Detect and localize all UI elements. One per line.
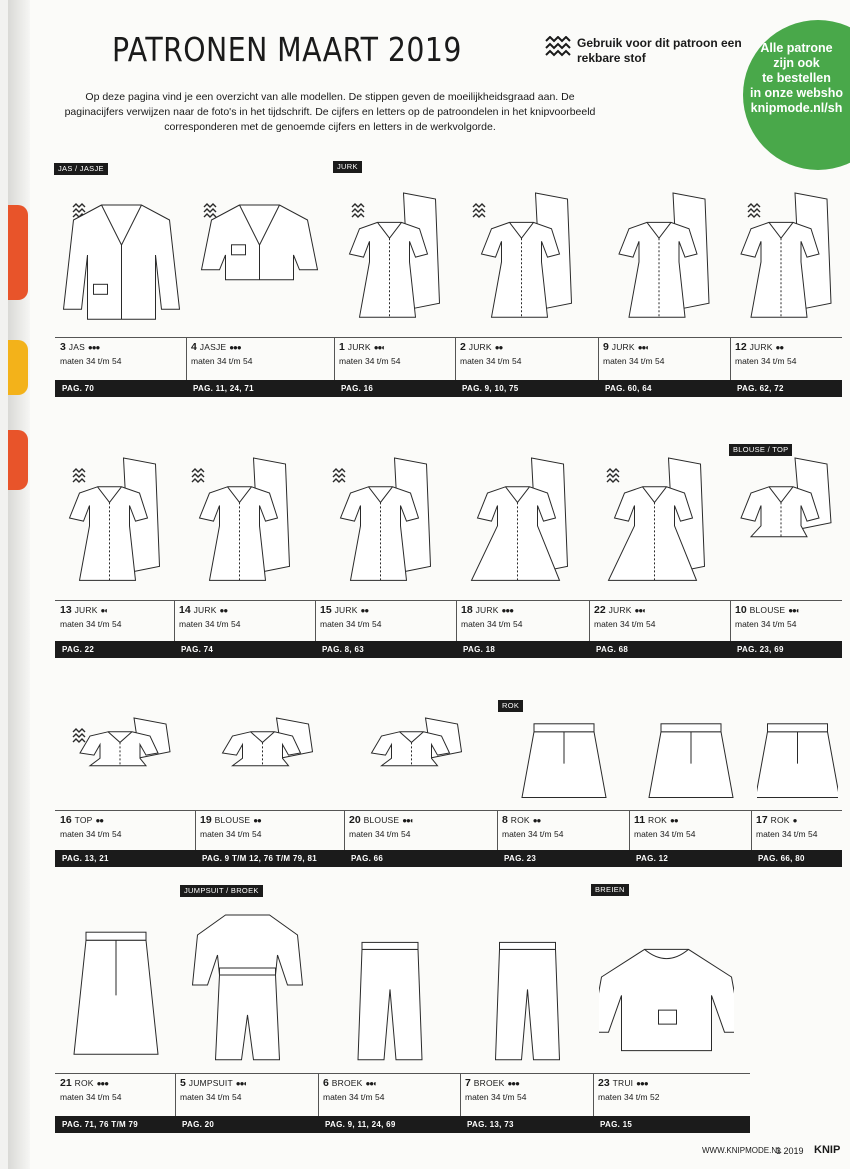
- page-reference: PAG. 20: [182, 1120, 215, 1129]
- pattern-sizes: maten 34 t/m 54: [502, 829, 564, 839]
- pattern-card: [455, 175, 598, 397]
- pattern-sizes: maten 34 t/m 54: [323, 1092, 385, 1102]
- pattern-number: 22: [594, 604, 606, 616]
- page-reference: PAG. 66, 80: [758, 854, 805, 863]
- pattern-card: [318, 885, 460, 1133]
- stretch-fabric-icon: [333, 469, 345, 482]
- pattern-label: [60, 341, 99, 353]
- column-divider: [315, 600, 316, 641]
- pattern-label: [598, 1077, 648, 1089]
- column-divider: [174, 600, 175, 641]
- difficulty-dots: ●●◐: [637, 343, 650, 352]
- pattern-card: [629, 700, 751, 867]
- pattern-number: 3: [60, 341, 66, 353]
- pattern-name: JURK: [74, 605, 98, 615]
- column-divider: [460, 1073, 461, 1116]
- difficulty-dots: ●●: [532, 816, 541, 825]
- pattern-label: [200, 814, 261, 826]
- pattern-card: [55, 885, 175, 1133]
- pattern-number: 11: [634, 814, 646, 826]
- column-divider: [629, 810, 630, 850]
- page-reference: PAG. 74: [181, 645, 214, 654]
- page-reference: PAG. 15: [600, 1120, 633, 1129]
- pattern-name: BROEK: [473, 1078, 505, 1088]
- difficulty-dots: ●●◐: [634, 606, 647, 615]
- pattern-name: BLOUSE: [749, 605, 786, 615]
- difficulty-dots: ●●: [775, 343, 784, 352]
- pattern-number: 4: [191, 341, 197, 353]
- pattern-number: 6: [323, 1077, 329, 1089]
- page-reference: PAG. 9, 10, 75: [462, 384, 519, 393]
- pattern-label: [60, 814, 103, 826]
- dress-icon: [180, 440, 311, 601]
- pattern-label: [323, 1077, 377, 1089]
- dress-icon: [61, 440, 170, 601]
- section-tag-jurk: JURK: [333, 161, 362, 173]
- difficulty-dots: ●●: [95, 816, 104, 825]
- pattern-number: 9: [603, 341, 609, 353]
- column-divider: [456, 600, 457, 641]
- trousers-icon: [466, 885, 589, 1074]
- pattern-name: TRUI: [612, 1078, 634, 1088]
- pattern-name: JASJE: [199, 342, 227, 352]
- pattern-sizes: maten 34 t/m 54: [603, 356, 665, 366]
- skirt-icon: [61, 885, 171, 1074]
- pattern-number: 21: [60, 1077, 72, 1089]
- pattern-card: [174, 440, 315, 658]
- color-swatch-red: [8, 205, 28, 300]
- pattern-card: [593, 885, 842, 1133]
- pattern-card: [55, 700, 195, 867]
- pattern-label: [756, 814, 796, 826]
- column-divider: [598, 337, 599, 380]
- skirt-icon: [757, 700, 838, 811]
- pattern-name: BLOUSE: [214, 815, 251, 825]
- pattern-card: [456, 440, 589, 658]
- page-reference: PAG. 11, 24, 71: [193, 384, 254, 393]
- pattern-number: 20: [349, 814, 361, 826]
- pattern-card: [730, 175, 842, 397]
- page-reference: PAG. 12: [636, 854, 669, 863]
- pattern-label: [191, 341, 241, 353]
- pattern-sizes: maten 34 t/m 54: [60, 1092, 122, 1102]
- page-reference: PAG. 71, 76 T/M 79: [62, 1120, 138, 1129]
- stretch-fabric-icon: [192, 469, 204, 482]
- pattern-name: JURK: [468, 342, 492, 352]
- skirt-icon: [635, 700, 747, 811]
- pattern-label: [502, 814, 540, 826]
- pattern-name: JURK: [475, 605, 499, 615]
- column-divider: [497, 810, 498, 850]
- column-divider: [455, 337, 456, 380]
- difficulty-dots: ●●●: [501, 606, 514, 615]
- pattern-sizes: maten 34 t/m 54: [735, 356, 797, 366]
- stretch-fabric-icon: [73, 469, 85, 482]
- pattern-name: JUMPSUIT: [188, 1078, 233, 1088]
- pattern-number: 10: [735, 604, 747, 616]
- pattern-name: JURK: [347, 342, 371, 352]
- pattern-card: [751, 700, 842, 867]
- column-divider: [730, 337, 731, 380]
- difficulty-dots: ●●: [669, 816, 678, 825]
- pattern-card: [55, 175, 186, 397]
- pattern-number: 2: [460, 341, 466, 353]
- page-reference: PAG. 62, 72: [737, 384, 784, 393]
- pattern-sizes: maten 34 t/m 54: [179, 619, 241, 629]
- page-reference: PAG. 13, 73: [467, 1120, 514, 1129]
- pattern-label: [180, 1077, 247, 1089]
- bubble-line: Alle patrone: [760, 41, 833, 55]
- stretch-fabric-icon: [748, 204, 760, 217]
- pattern-card: [589, 440, 730, 658]
- stretch-legend-text: Gebruik voor dit patroon een rekbare stof: [577, 36, 742, 65]
- column-divider: [175, 1073, 176, 1116]
- column-divider: [318, 1073, 319, 1116]
- dress-icon: [461, 175, 594, 338]
- dress-icon: [340, 175, 451, 338]
- stretch-fabric-icon: [473, 204, 485, 217]
- pattern-sizes: maten 34 t/m 54: [180, 1092, 242, 1102]
- difficulty-dots: ●●●: [96, 1079, 109, 1088]
- column-divider: [751, 810, 752, 850]
- flared-dress-icon: [595, 440, 726, 601]
- pattern-card: [598, 175, 730, 397]
- bubble-line: knipmode.nl/sh: [750, 101, 843, 115]
- footer-issue: 3 2019: [776, 1146, 804, 1156]
- color-swatch-yellow: [8, 340, 28, 395]
- coat-icon: [61, 175, 182, 338]
- pattern-label: [460, 341, 502, 353]
- difficulty-dots: ●●: [219, 606, 228, 615]
- difficulty-dots: ●●●: [507, 1079, 519, 1088]
- flared-dress-icon: [462, 440, 585, 601]
- difficulty-dots: ●●●: [87, 343, 100, 352]
- pattern-card: [344, 700, 497, 867]
- pattern-sizes: maten 34 t/m 54: [60, 619, 122, 629]
- pattern-name: ROK: [510, 815, 530, 825]
- stretch-fabric-icon: [352, 204, 364, 217]
- pattern-sizes: maten 34 t/m 54: [60, 829, 122, 839]
- section-tag-rok: ROK: [498, 700, 523, 712]
- pattern-name: JURK: [334, 605, 358, 615]
- page-reference: PAG. 23, 69: [737, 645, 784, 654]
- pattern-sizes: maten 34 t/m 54: [349, 829, 411, 839]
- stretch-fabric-icon: [545, 36, 571, 58]
- intro-text: Op deze pagina vind je een overzicht van alle modellen. De stippen geven de moeilijkheidsgraad aan. De paginacijfers verwijzen naar de foto's in het tijdschrift. De cijfers en letters op de patroondelen in het knipvoorbeeld corresponderen met de genoemde cijfers en letters in de werkvolgorde.: [64, 91, 596, 133]
- jacket-icon: [192, 175, 327, 338]
- stretch-fabric-icon: [607, 469, 619, 482]
- difficulty-dots: ●●◐: [402, 816, 414, 825]
- footer-brand: KNIP: [814, 1144, 841, 1156]
- page-reference: PAG. 23: [504, 854, 537, 863]
- difficulty-dots: ●●●: [636, 1079, 648, 1088]
- pattern-label: [735, 604, 800, 616]
- pattern-name: BROEK: [331, 1078, 363, 1088]
- pattern-name: BLOUSE: [363, 815, 400, 825]
- pattern-number: 12: [735, 341, 747, 353]
- pattern-sizes: maten 34 t/m 54: [735, 619, 797, 629]
- difficulty-dots: ●●◐: [788, 606, 800, 615]
- row-divider: [55, 810, 842, 811]
- trousers-icon: [324, 885, 456, 1074]
- column-divider: [730, 600, 731, 641]
- pattern-name: ROK: [648, 815, 668, 825]
- page-reference: PAG. 66: [351, 854, 384, 863]
- difficulty-dots: ●●●: [229, 343, 241, 352]
- pattern-label: [603, 341, 649, 353]
- blouse-icon: [201, 700, 336, 811]
- section-tag-jas: JAS / JASJE: [54, 163, 108, 175]
- pattern-name: ROK: [770, 815, 790, 825]
- pattern-name: TOP: [74, 815, 93, 825]
- pattern-sizes: maten 34 t/m 54: [465, 1092, 527, 1102]
- pattern-label: [179, 604, 227, 616]
- column-divider: [344, 810, 345, 850]
- pattern-sizes: maten 34 t/m 54: [320, 619, 382, 629]
- section-tag-breien: BREIEN: [591, 884, 629, 896]
- blouse-icon: [736, 440, 838, 601]
- pattern-sizes: maten 34 t/m 52: [598, 1092, 660, 1102]
- pattern-name: JURK: [749, 342, 773, 352]
- pattern-card: [195, 700, 344, 867]
- pattern-label: [461, 604, 513, 616]
- pattern-card: [497, 700, 629, 867]
- bubble-line: zijn ook: [773, 56, 820, 70]
- difficulty-dots: ●: [792, 816, 797, 825]
- pattern-label: [735, 341, 783, 353]
- pattern-name: JURK: [193, 605, 217, 615]
- difficulty-dots: ●●: [494, 343, 503, 352]
- pattern-card: [730, 440, 842, 658]
- pattern-number: 1: [339, 341, 345, 353]
- pattern-sizes: maten 34 t/m 54: [191, 356, 253, 366]
- page-reference: PAG. 68: [596, 645, 629, 654]
- pattern-name: ROK: [74, 1078, 94, 1088]
- page-reference: PAG. 22: [62, 645, 95, 654]
- pattern-name: JURK: [611, 342, 635, 352]
- pattern-name: JURK: [608, 605, 632, 615]
- difficulty-dots: ●●: [360, 606, 369, 615]
- color-swatch-orange: [8, 430, 28, 490]
- pattern-name: JAS: [68, 342, 85, 352]
- pattern-number: 15: [320, 604, 332, 616]
- difficulty-dots: ●●: [253, 816, 261, 825]
- difficulty-dots: ●●◐: [373, 343, 386, 352]
- pattern-label: [465, 1077, 519, 1089]
- pattern-sizes: maten 34 t/m 54: [756, 829, 818, 839]
- sweater-icon: [599, 885, 734, 1074]
- page-binding: [8, 0, 30, 1169]
- pattern-card: [334, 175, 455, 397]
- page-reference: PAG. 8, 63: [322, 645, 364, 654]
- page-reference: PAG. 70: [62, 384, 95, 393]
- pattern-sizes: maten 34 t/m 54: [594, 619, 656, 629]
- dress-icon: [321, 440, 452, 601]
- pattern-sizes: maten 34 t/m 54: [460, 356, 522, 366]
- pattern-number: 5: [180, 1077, 186, 1089]
- pattern-label: [594, 604, 646, 616]
- row-divider: [55, 337, 842, 338]
- pattern-number: 7: [465, 1077, 471, 1089]
- pattern-number: 17: [756, 814, 768, 826]
- row-divider: [55, 1073, 750, 1074]
- difficulty-dots: ●●◐: [365, 1079, 377, 1088]
- pattern-label: [339, 341, 385, 353]
- pattern-card: [460, 885, 593, 1133]
- pattern-card: [186, 175, 334, 397]
- pattern-label: [320, 604, 368, 616]
- pattern-sizes: maten 34 t/m 54: [200, 829, 262, 839]
- page-reference: PAG. 9, 11, 24, 69: [325, 1120, 396, 1129]
- pattern-sizes: maten 34 t/m 54: [634, 829, 696, 839]
- jumpsuit-icon: [181, 885, 314, 1074]
- bubble-line: in onze websho: [749, 86, 844, 100]
- top-icon: [61, 700, 191, 811]
- pattern-number: 14: [179, 604, 191, 616]
- page-reference: PAG. 13, 21: [62, 854, 109, 863]
- blouse-icon: [350, 700, 485, 811]
- pattern-label: [349, 814, 414, 826]
- page-title: PATRONEN MAART 2019: [112, 30, 462, 69]
- pattern-sizes: maten 34 t/m 54: [339, 356, 401, 366]
- pattern-number: 23: [598, 1077, 610, 1089]
- pattern-card: [175, 885, 318, 1133]
- pattern-sizes: maten 34 t/m 54: [60, 356, 122, 366]
- difficulty-dots: ●●◐: [235, 1079, 248, 1088]
- dress-icon: [736, 175, 838, 338]
- pattern-number: 19: [200, 814, 212, 826]
- stretch-fabric-icon: [73, 729, 85, 742]
- column-divider: [593, 1073, 594, 1116]
- pattern-label: [60, 604, 108, 616]
- pattern-number: 8: [502, 814, 508, 826]
- pattern-number: 16: [60, 814, 72, 826]
- page-reference: PAG. 9 T/M 12, 76 T/M 79, 81: [202, 854, 317, 863]
- page-reference: PAG. 18: [463, 645, 496, 654]
- pattern-label: [60, 1077, 108, 1089]
- section-tag-blouse-top: BLOUSE / TOP: [729, 444, 792, 456]
- difficulty-dots: ●◐: [100, 606, 109, 615]
- pattern-label: [634, 814, 678, 826]
- pattern-card: [315, 440, 456, 658]
- page-reference: PAG. 60, 64: [605, 384, 652, 393]
- skirt-icon: [503, 700, 625, 811]
- section-tag-jumpsuit-broek: JUMPSUIT / BROEK: [180, 885, 263, 897]
- column-divider: [334, 337, 335, 380]
- bubble-line: te bestellen: [762, 71, 831, 85]
- pattern-card: [55, 440, 174, 658]
- column-divider: [195, 810, 196, 850]
- pattern-number: 13: [60, 604, 72, 616]
- column-divider: [186, 337, 187, 380]
- page-reference: PAG. 16: [341, 384, 374, 393]
- pattern-number: 18: [461, 604, 473, 616]
- row-divider: [55, 600, 842, 601]
- stretch-fabric-icon: [204, 204, 216, 217]
- footer-site: WWW.KNIPMODE.NL: [702, 1146, 782, 1155]
- shirt-dress-icon: [604, 175, 726, 338]
- column-divider: [589, 600, 590, 641]
- pattern-sizes: maten 34 t/m 54: [461, 619, 523, 629]
